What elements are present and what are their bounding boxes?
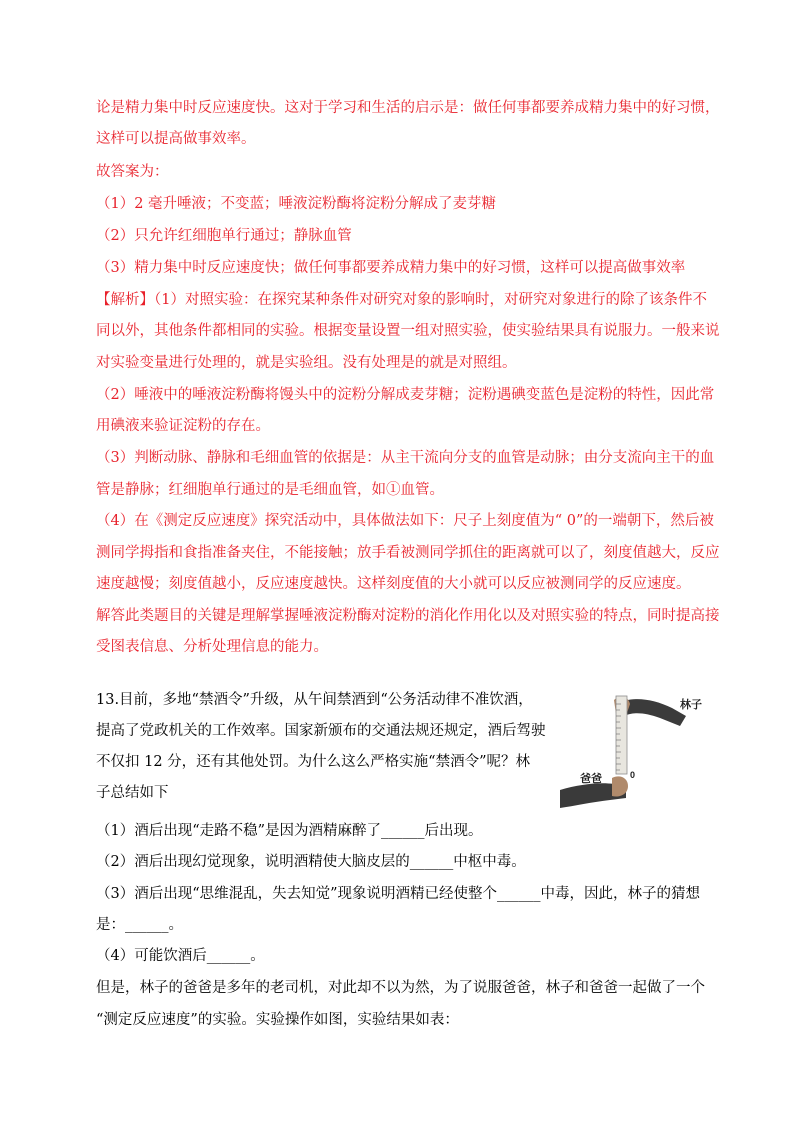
analysis-line: 测同学拇指和食指准备夹住，不能接触；放手看被测同学抓住的距离就可以了，刻度值越大，反应 xyxy=(96,545,720,561)
answer-line: 这样可以提高做事效率。 xyxy=(96,131,256,147)
analysis-line: 解答此类题目的关键是理解掌握唾液淀粉酶对淀粉的消化作用化以及对照实验的特点，同时提高接 xyxy=(96,608,720,624)
question-line: 13.目前，多地“禁酒令”升级，从午间禁酒到“公务活动律不准饮酒， xyxy=(96,692,533,708)
answer-line: 故答案为： xyxy=(96,164,169,180)
question-line: 不仅扣 12 分，还有其他处罚。为什么这么严格实施“禁酒令”呢？林 xyxy=(96,754,530,770)
question-item: （2）酒后出现幻觉现象，说明酒精使大脑皮层的______中枢中毒。 xyxy=(96,854,526,870)
question-item: 是：______。 xyxy=(96,917,183,933)
analysis-line: 【解析】（1）对照实验：在探究某种条件对研究对象的影响时，对研究对象进行的除了该条件不 xyxy=(96,292,707,308)
analysis-line: 同以外，其他条件都相同的实验。根据变量设置一组对照实验，使实验结果具有说服力。一般来说 xyxy=(96,323,720,339)
question-item: （1）酒后出现“走路不稳”是因为酒精麻醉了______后出现。 xyxy=(96,823,483,839)
question-line: 提高了党政机关的工作效率。国家新颁布的交通法规还规定，酒后驾驶 xyxy=(96,723,546,739)
figure-label-linzi: 林子 xyxy=(680,699,702,711)
answer-line: （1）2 毫升唾液；不变蓝；唾液淀粉酶将淀粉分解成了麦芽糖 xyxy=(96,196,497,212)
answer-line: （2）只允许红细胞单行通过；静脉血管 xyxy=(96,228,352,244)
question-paragraph: 但是，林子的爸爸是多年的老司机，对此却不以为然，为了说服爸爸，林子和爸爸一起做了一个 xyxy=(96,980,705,996)
answer-line: （3）精力集中时反应速度快；做任何事都要养成精力集中的好习惯，这样可以提高做事效率 xyxy=(96,260,686,276)
question-paragraph: “测定反应速度”的实验。实验操作如图，实验结果如表： xyxy=(96,1012,459,1028)
analysis-line: 受图表信息、分析处理信息的能力。 xyxy=(96,639,328,655)
analysis-line: 速度越慢；刻度值越小，反应速度越快。这样刻度值的大小就可以反应被测同学的反应速度。 xyxy=(96,576,691,592)
question-item: （3）酒后出现“思维混乱，失去知觉”现象说明酒精已经使整个______中毒，因此，林子的猜想 xyxy=(96,886,701,902)
analysis-line: 用碘液来验证淀粉的存在。 xyxy=(96,418,270,434)
analysis-line: （2）唾液中的唾液淀粉酶将馒头中的淀粉分解成麦芽糖；淀粉遇碘变蓝色是淀粉的特性，因此常 xyxy=(96,387,715,403)
question-item: （4）可能饮酒后______。 xyxy=(96,948,265,964)
question-intro xyxy=(96,690,556,814)
analysis-line: （3）判断动脉、静脉和毛细血管的依据是：从主干流向分支的血管是动脉；由分支流向主干的血 xyxy=(96,450,715,466)
analysis-line: 对实验变量进行处理的，就是实验组。没有处理是的就是对照组。 xyxy=(96,355,517,371)
figure-label-baba: 爸爸 xyxy=(580,773,602,785)
ruler-zero-label: 0 xyxy=(630,770,636,780)
question-line: 子总结如下 xyxy=(96,785,169,801)
analysis-line: 管是静脉；红细胞单行通过的是毛细血管，如①血管。 xyxy=(96,482,444,498)
analysis-line: （4）在《测定反应速度》探究活动中，具体做法如下：尺子上刻度值为“ 0”的一端朝下，然后被 xyxy=(96,513,714,529)
ruler-experiment-figure xyxy=(560,686,706,810)
ruler-illustration xyxy=(560,686,706,810)
answer-line: 论是精力集中时反应速度快。这对于学习和生活的启示是：做任何事都要养成精力集中的好习惯， xyxy=(96,100,720,116)
